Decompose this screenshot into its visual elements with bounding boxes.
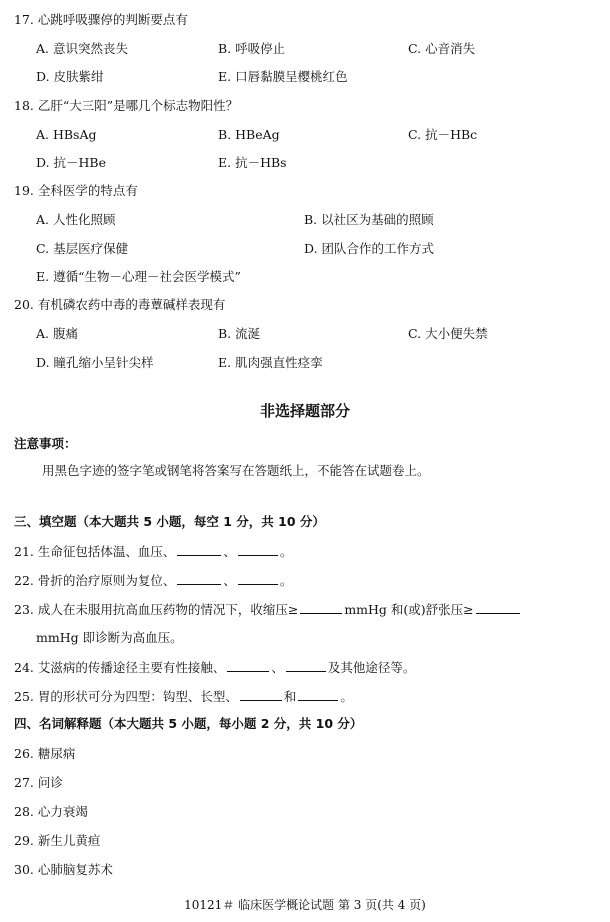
- question-22: [14, 572, 292, 589]
- q20-option-c: C. 大小便失禁: [408, 326, 488, 341]
- q18-option-a: A. HBsAg: [36, 127, 97, 142]
- q23-text-mid: mmHg 和(或)舒张压≥: [344, 602, 474, 617]
- q18-option-c: C. 抗－HBc: [408, 127, 478, 142]
- question-23: [14, 601, 522, 618]
- q17-option-d: D. 皮肤紫绀: [36, 69, 104, 84]
- q18-option-e: E. 抗－HBs: [218, 155, 287, 170]
- question-25: [14, 688, 353, 705]
- q21-blank-1[interactable]: [177, 543, 221, 556]
- q23-text-pre: 23. 成人在未服用抗高血压药物的情况下，收缩压≥: [14, 602, 299, 617]
- question-19-stem: 19. 全科医学的特点有: [14, 183, 138, 198]
- q23-continuation: mmHg 即诊断为高血压。: [36, 630, 183, 645]
- q21-text-post: 。: [279, 544, 293, 559]
- q17-option-c: C. 心音消失: [408, 41, 476, 56]
- q25-text-pre: 25. 胃的形状可分为四型：钩型、长型、: [14, 689, 238, 704]
- q20-option-e: E. 肌肉强直性痉挛: [218, 355, 323, 370]
- question-29: 29. 新生儿黄疸: [14, 833, 101, 848]
- question-21: [14, 543, 292, 560]
- q17-option-a: A. 意识突然丧失: [36, 41, 128, 56]
- notice-heading: 注意事项：: [14, 436, 77, 451]
- q19-option-a: A. 人性化照顾: [36, 212, 116, 227]
- question-18-stem: 18. 乙肝“大三阳”是哪几个标志物阳性？: [14, 98, 239, 113]
- part-title: 非选择题部分: [259, 402, 350, 420]
- q24-blank-2[interactable]: [286, 659, 326, 672]
- q20-option-a: A. 腹痛: [36, 326, 78, 341]
- q21-text-pre: 21. 生命征包括体温、血压、: [14, 544, 176, 559]
- q19-option-d: D. 团队合作的工作方式: [304, 241, 435, 256]
- q19-option-e: E. 遵循“生物－心理－社会医学模式”: [36, 269, 241, 284]
- q22-blank-2[interactable]: [238, 572, 278, 585]
- q25-blank-1[interactable]: [240, 688, 282, 701]
- question-27: 27. 问诊: [14, 775, 63, 790]
- q20-option-d: D. 瞳孔缩小呈针尖样: [36, 355, 154, 370]
- q25-text-post: 。: [340, 689, 353, 704]
- question-26: 26. 糖尿病: [14, 746, 76, 761]
- page-footer: 10121＃ 临床医学概论试题 第 3 页(共 4 页): [184, 898, 426, 912]
- question-20-stem: 20. 有机磷农药中毒的毒蕈碱样表现有: [14, 297, 226, 312]
- q24-text-mid: 、: [271, 660, 284, 675]
- q18-option-b: B. HBeAg: [218, 127, 280, 142]
- q19-option-c: C. 基层医疗保健: [36, 241, 129, 256]
- q22-text-mid: 、: [223, 573, 236, 588]
- q25-text-mid: 和: [283, 689, 297, 704]
- q24-text-post: 及其他途径等。: [327, 660, 416, 675]
- question-30: 30. 心肺脑复苏术: [14, 862, 113, 877]
- q18-option-d: D. 抗－HBe: [36, 155, 107, 170]
- q20-option-b: B. 流涎: [218, 326, 261, 341]
- q17-option-b: B. 呼吸停止: [218, 41, 286, 56]
- q24-blank-1[interactable]: [227, 659, 269, 672]
- q23-blank-2[interactable]: [476, 601, 520, 614]
- q23-blank-1[interactable]: [300, 601, 342, 614]
- q25-blank-2[interactable]: [298, 688, 338, 701]
- q21-text-mid: 、: [223, 544, 236, 559]
- q22-blank-1[interactable]: [177, 572, 221, 585]
- section-4-heading: 四、名词解释题（本大题共 5 小题，每小题 2 分，共 10 分）: [14, 716, 363, 731]
- q17-option-e: E. 口唇黏膜呈樱桃红色: [218, 69, 348, 84]
- q19-option-b: B. 以社区为基础的照顾: [304, 212, 434, 227]
- q22-text-post: 。: [279, 573, 293, 588]
- question-28: 28. 心力衰竭: [14, 804, 88, 819]
- question-24: [14, 659, 415, 676]
- q21-blank-2[interactable]: [238, 543, 278, 556]
- question-17-stem: 17. 心跳呼吸骤停的判断要点有: [14, 12, 188, 27]
- section-3-heading: 三、填空题（本大题共 5 小题，每空 1 分，共 10 分）: [14, 514, 325, 529]
- notice-text: 用黑色字迹的签字笔或钢笔将答案写在答题纸上，不能答在试题卷上。: [42, 463, 430, 478]
- q24-text-pre: 24. 艾滋病的传播途径主要有性接触、: [14, 660, 226, 675]
- q22-text-pre: 22. 骨折的治疗原则为复位、: [14, 573, 176, 588]
